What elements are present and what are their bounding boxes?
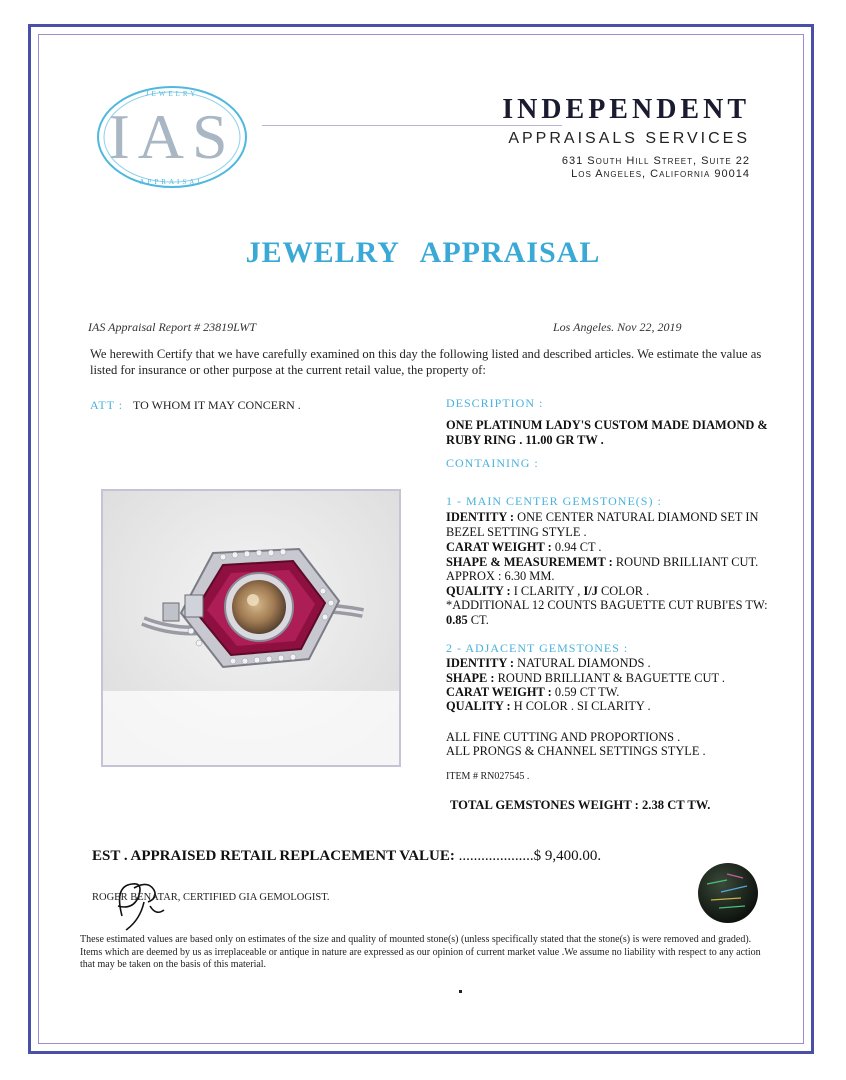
company-subtitle: APPRAISALS SERVICES xyxy=(508,130,750,147)
main-gem-quality: QUALITY : I CLARITY , I/J COLOR . xyxy=(446,584,650,598)
adj-gem-label: 2 - ADJACENT GEMSTONES : xyxy=(446,641,629,655)
adj-gem-carat: CARAT WEIGHT : 0.59 CT TW. xyxy=(446,685,620,699)
company-address-line2: Los Angeles, California 90014 xyxy=(571,168,750,180)
company-name: INDEPENDENT xyxy=(502,94,750,125)
total-weight: TOTAL GEMSTONES WEIGHT : 2.38 CT TW. xyxy=(450,798,711,812)
hologram-seal xyxy=(697,862,759,924)
adj-gem-quality: QUALITY : H COLOR . SI CLARITY . xyxy=(446,699,651,713)
main-gem-shape: SHAPE & MEASUREMEMT : ROUND BRILLIANT CUT. xyxy=(446,555,759,569)
page-mark xyxy=(459,990,462,993)
item-number: ITEM # RN027545 . xyxy=(446,771,530,782)
note-settings: ALL PRONGS & CHANNEL SETTINGS STYLE . xyxy=(446,744,706,758)
report-number: IAS Appraisal Report # 23819LWT xyxy=(88,320,257,334)
att-label: ATT : xyxy=(90,398,124,412)
logo-text: IAS xyxy=(108,101,236,172)
main-gem-label: 1 - MAIN CENTER GEMSTONE(S) : xyxy=(446,494,662,508)
signer-name: ROGER BENATAR, CERTIFIED GIA GEMOLOGIST. xyxy=(92,892,330,903)
main-gem-carat: CARAT WEIGHT : 0.94 CT . xyxy=(446,540,602,554)
report-date: Los Angeles. Nov 22, 2019 xyxy=(553,320,682,334)
company-address-line1: 631 South Hill Street, Suite 22 xyxy=(561,155,750,167)
main-gem-approx: APPROX : 6.30 MM. xyxy=(446,569,555,583)
main-gem-additional: *ADDITIONAL 12 COUNTS BAGUETTE CUT RUBI'ES TW: xyxy=(446,598,768,612)
disclaimer: These estimated values are based only on estimates of the size and quality of mounted stone(s) (unless specifically stated that the stone(s) is were removed and graded). Items which are deemed by us as irreplaceable or antique in nature are expressed as our opinion of current market value .We assume no liability with respect to any action that may be taken on the basis of this material. xyxy=(80,934,761,971)
logo-ring-bottom: APPRAISAL xyxy=(139,178,205,186)
att-value: TO WHOM IT MAY CONCERN . xyxy=(133,398,301,412)
signature xyxy=(104,876,174,936)
note-cutting: ALL FINE CUTTING AND PROPORTIONS . xyxy=(446,730,681,744)
main-gem-identity: IDENTITY : ONE CENTER NATURAL DIAMOND SET IN xyxy=(446,510,759,524)
description-label: DESCRIPTION : xyxy=(446,396,544,410)
ias-logo xyxy=(92,80,252,195)
main-gem-identity-cont: BEZEL SETTING STYLE . xyxy=(446,525,587,539)
logo-ring-top: JEWELRY xyxy=(145,90,199,98)
description-line1: ONE PLATINUM LADY'S CUSTOM MADE DIAMOND & xyxy=(446,418,768,432)
main-gem-additional-value: 0.85 CT. xyxy=(446,613,489,627)
appraised-value: EST . APPRAISED RETAIL REPLACEMENT VALUE: ....................$ 9,400.00. xyxy=(92,848,602,864)
description-line2: RUBY RING . 11.00 GR TW . xyxy=(446,433,604,447)
adj-gem-identity: IDENTITY : NATURAL DIAMONDS . xyxy=(446,656,651,670)
adj-gem-shape: SHAPE : ROUND BRILLIANT & BAGUETTE CUT . xyxy=(446,671,726,685)
ring-photo xyxy=(101,489,401,767)
document-title: JEWELRY APPRAISAL xyxy=(245,236,601,269)
certify-statement: We herewith Certify that we have carefully examined on this day the following listed and described articles. We estimate the value as listed for insurance or other purpose at the current retail value, the property of: xyxy=(90,347,762,377)
containing-label: CONTAINING : xyxy=(446,456,539,470)
